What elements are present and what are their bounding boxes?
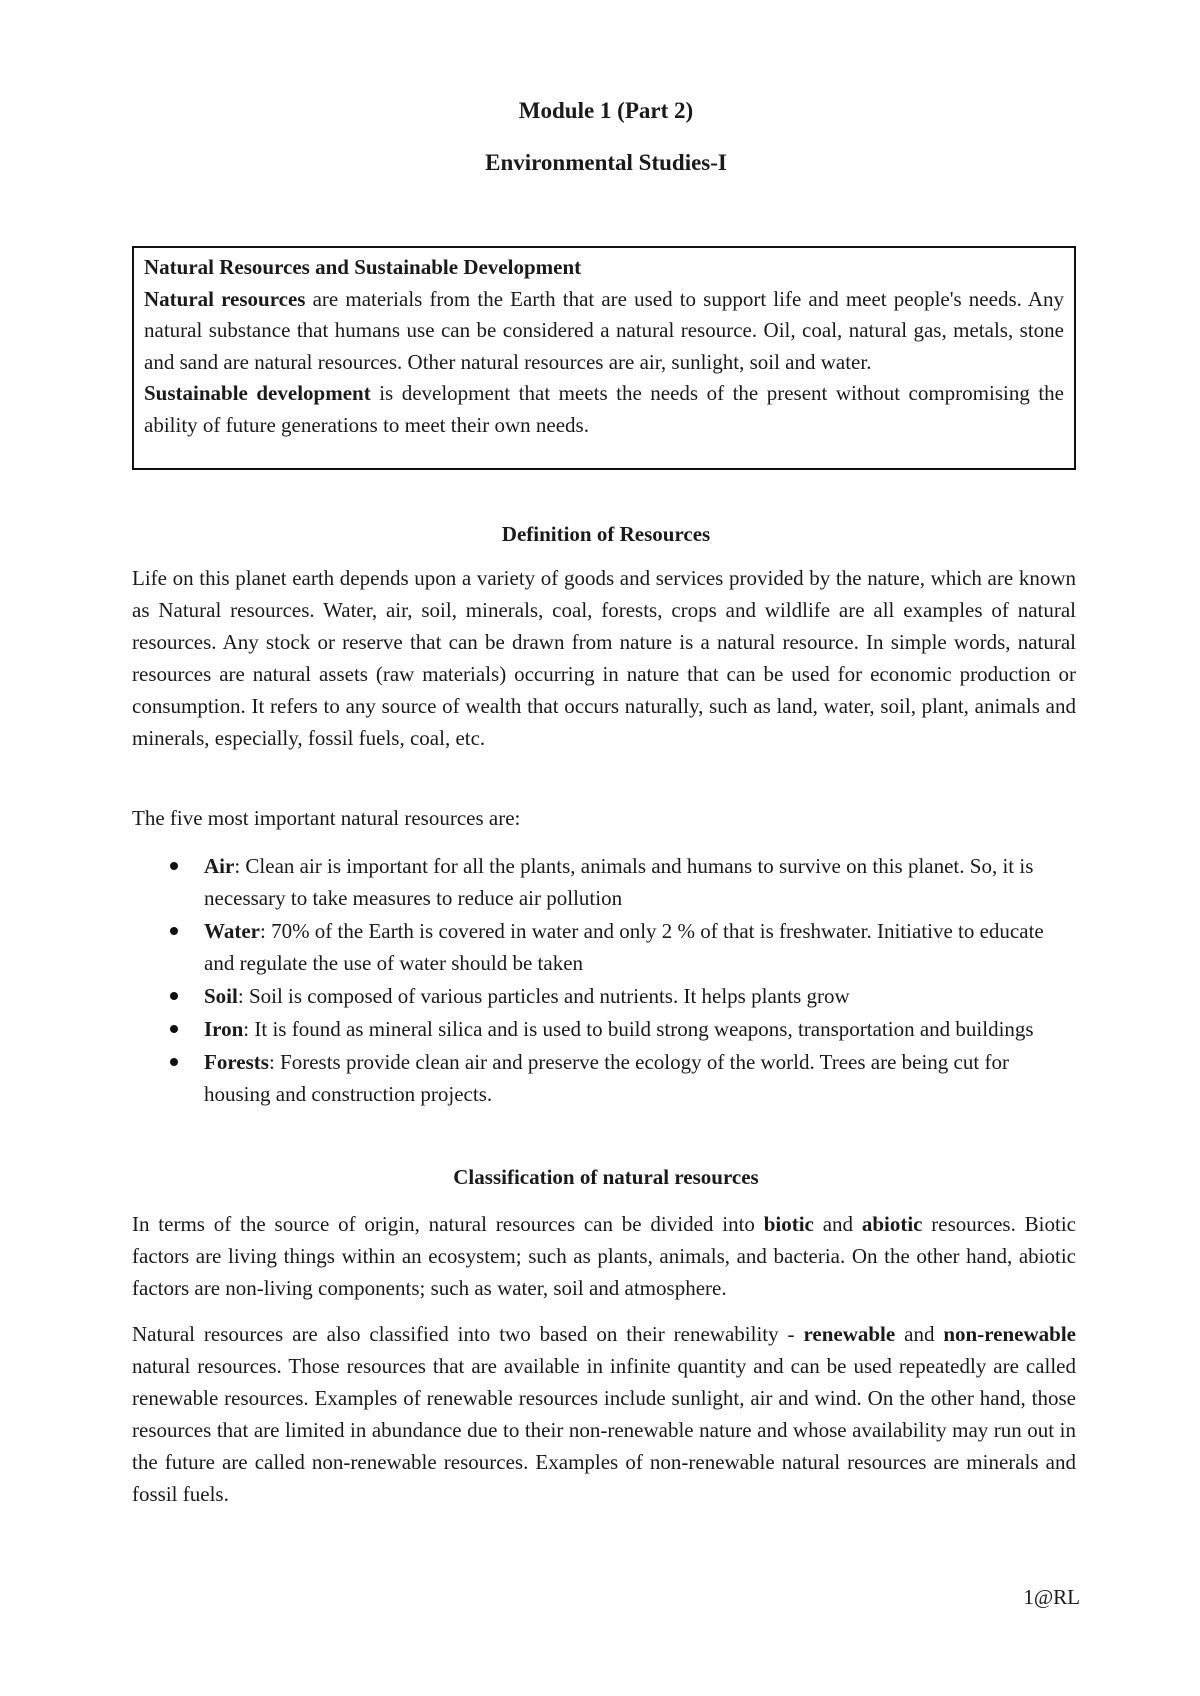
p1-text-3: Biotic factors are living things within an ecosystem; such as plants, animals, and bacteria. On the other hand, abiotic factors are non-living components; such as water, soil and atmosphere. [132, 1212, 1076, 1300]
p1-conjunction: and [813, 1212, 862, 1236]
p1-text-2: resources. [922, 1212, 1016, 1236]
classification-paragraph-2 [132, 1318, 1076, 1510]
resources-intro: The five most important natural resources are: [132, 806, 521, 830]
resource-term: Iron [204, 1017, 244, 1041]
list-item [132, 980, 1076, 1012]
natural-resources-definition [144, 284, 1064, 379]
course-title: Environmental Studies-I [485, 150, 727, 175]
p2-conjunction: and [895, 1322, 944, 1346]
resources-list [132, 850, 1076, 1111]
definition-paragraph: Life on this planet earth depends upon a variety of goods and services provided by the nature, which are known as Natural resources. Water, air, soil, minerals, coal, forests, crops and wildlife are all examples of natural resources. Any stock or reserve that can be drawn from nature is a natural resource. In simple words, natural resources are natural assets (raw materials) occurring in nature that can be used for economic production or consumption. It refers to any source of wealth that occurs naturally, such as land, water, soil, plant, animals and minerals, especially, fossil fuels, coal, etc. [132, 566, 1076, 750]
resource-term: Water [204, 919, 260, 943]
bullet-icon [170, 1058, 178, 1066]
box-title: Natural Resources and Sustainable Development [144, 255, 582, 279]
natural-resources-text: are materials from the Earth that are used to support life and meet people's needs. Any natural substance that humans use can be considered a natural resource. Oil, coal, natural gas, metals, stone and sand are natural resources. Other natural resources are air, sunlight, soil and water. [144, 286, 1064, 374]
sustainable-development-definition [144, 378, 1064, 441]
list-item [132, 915, 1076, 979]
definition-box [132, 246, 1076, 470]
resource-text: : It is found as mineral silica and is used to build strong weapons, transportation and buildings [243, 1017, 1034, 1041]
classification-paragraph-1 [132, 1208, 1076, 1304]
resource-text: : Forests provide clean air and preserve the ecology of the world. Trees are being cut for housing and construction projects. [204, 1050, 1009, 1106]
bullet-icon [170, 927, 178, 935]
module-title: Module 1 (Part 2) [518, 98, 694, 123]
resource-text: : Soil is composed of various particles and nutrients. It helps plants grow [237, 984, 850, 1008]
list-item [132, 1046, 1076, 1110]
definition-heading: Definition of Resources [501, 522, 711, 546]
p2-text: Natural resources are also classified into two based on their renewability - [132, 1322, 804, 1346]
sustainable-development-term: Sustainable development [144, 381, 371, 405]
p2-text-2: natural resources. Those resources that are available in infinite quantity and can be used repeatedly are called renewable resources. Examples of renewable resources include sunlight, air and wind. On the other hand, those resources that are limited in abundance due to their non-renewable nature and whose availability may run out in the future are called non-renewable resources. Examples of non-renewable natural resources are minerals and fossil fuels. [132, 1354, 1076, 1506]
resource-text: : Clean air is important for all the plants, animals and humans to survive on this planet. So, it is necessary to take measures to reduce air pollution [204, 854, 1034, 910]
sustainable-development-text: is development that meets the needs of the present without compromising the ability of future generations to meet their own needs. [144, 381, 1064, 437]
natural-resources-term: Natural resources [144, 286, 306, 311]
list-item [132, 850, 1076, 914]
p1-text: In terms of the source of origin, natural resources can be divided into [132, 1212, 764, 1236]
renewable-term: renewable [803, 1322, 896, 1346]
bullet-icon [170, 992, 178, 1000]
resource-term: Air [204, 854, 235, 878]
list-item [132, 1013, 1076, 1045]
bullet-icon [170, 862, 178, 870]
resource-term: Forests [204, 1050, 269, 1074]
abiotic-term: abiotic [861, 1212, 923, 1236]
resource-term: Soil [204, 984, 238, 1008]
resource-text: : 70% of the Earth is covered in water and only 2 % of that is freshwater. Initiative to educate and regulate the use of water should be taken [204, 919, 1044, 975]
classification-heading: Classification of natural resources [453, 1165, 759, 1189]
bullet-icon [170, 1025, 178, 1033]
nonrenewable-term: non-renewable [943, 1322, 1076, 1346]
page-footer: 1@RL [1023, 1585, 1080, 1609]
biotic-term: biotic [763, 1212, 814, 1236]
